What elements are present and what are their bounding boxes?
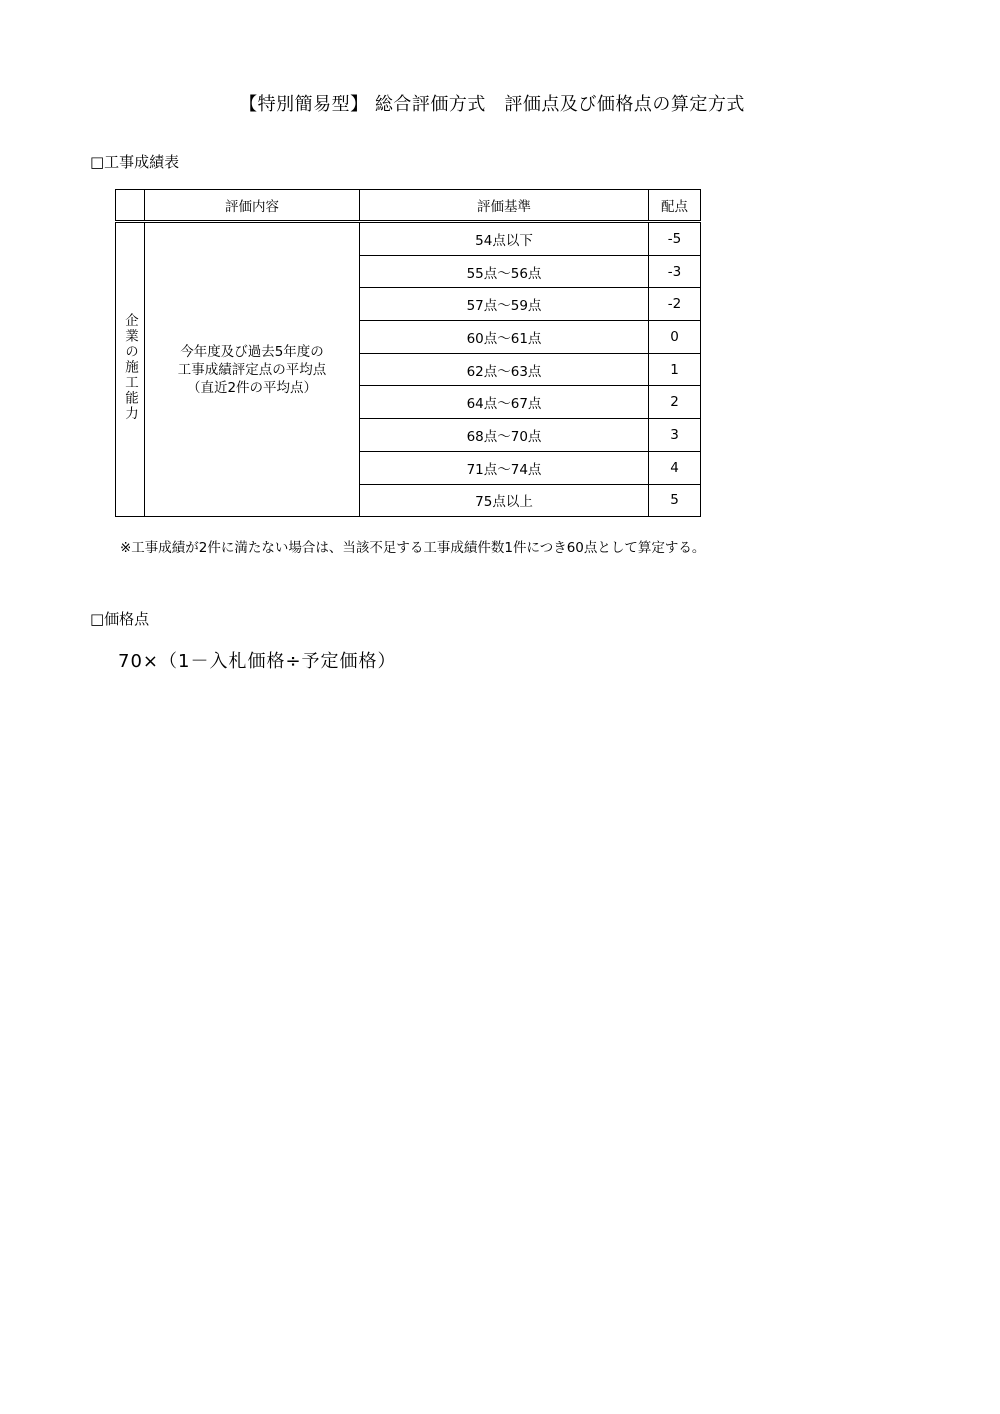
criterion-cell: 60点～61点 [360,321,649,354]
price-formula: 70×（1－入札価格÷予定価格） [118,651,397,672]
category-cell [116,222,145,517]
points-cell: 4 [649,451,701,484]
section-heading-price: □価格点 [90,610,150,628]
content-cell [145,222,360,517]
table-row [116,222,701,256]
points-cell: 0 [649,321,701,354]
criterion-cell: 68点～70点 [360,419,649,452]
points-cell: 2 [649,386,701,419]
points-cell: 5 [649,484,701,517]
points-cell: -5 [649,222,701,256]
criterion-cell: 64点～67点 [360,386,649,419]
page-title: 【特別簡易型】 総合評価方式 評価点及び価格点の算定方式 [239,94,745,115]
table-footnote: ※工事成績が2件に満たない場合は、当該不足する工事成績件数1件につき60点として算定する。 [120,540,706,556]
section-heading-performance: □工事成績表 [90,153,180,171]
performance-table [115,189,701,517]
points-cell: 3 [649,419,701,452]
content-line: 工事成績評定点の平均点 [177,361,327,378]
header-content: 評価内容 [145,190,360,222]
header-criteria: 評価基準 [360,190,649,222]
content-line: （直近2件の平均点） [186,379,318,396]
criterion-cell: 55点～56点 [360,255,649,288]
points-cell: -2 [649,288,701,321]
points-cell: 1 [649,353,701,386]
header-points: 配点 [649,190,701,222]
criterion-cell: 75点以上 [360,484,649,517]
table-header-row [116,190,701,222]
criterion-cell: 62点～63点 [360,353,649,386]
points-cell: -3 [649,255,701,288]
criterion-cell: 71点～74点 [360,451,649,484]
content-line: 今年度及び過去5年度の [180,343,324,360]
criterion-cell: 57点～59点 [360,288,649,321]
criterion-cell: 54点以下 [360,222,649,256]
category-label: 企業の施工能力 [122,313,138,422]
header-blank [116,190,145,222]
